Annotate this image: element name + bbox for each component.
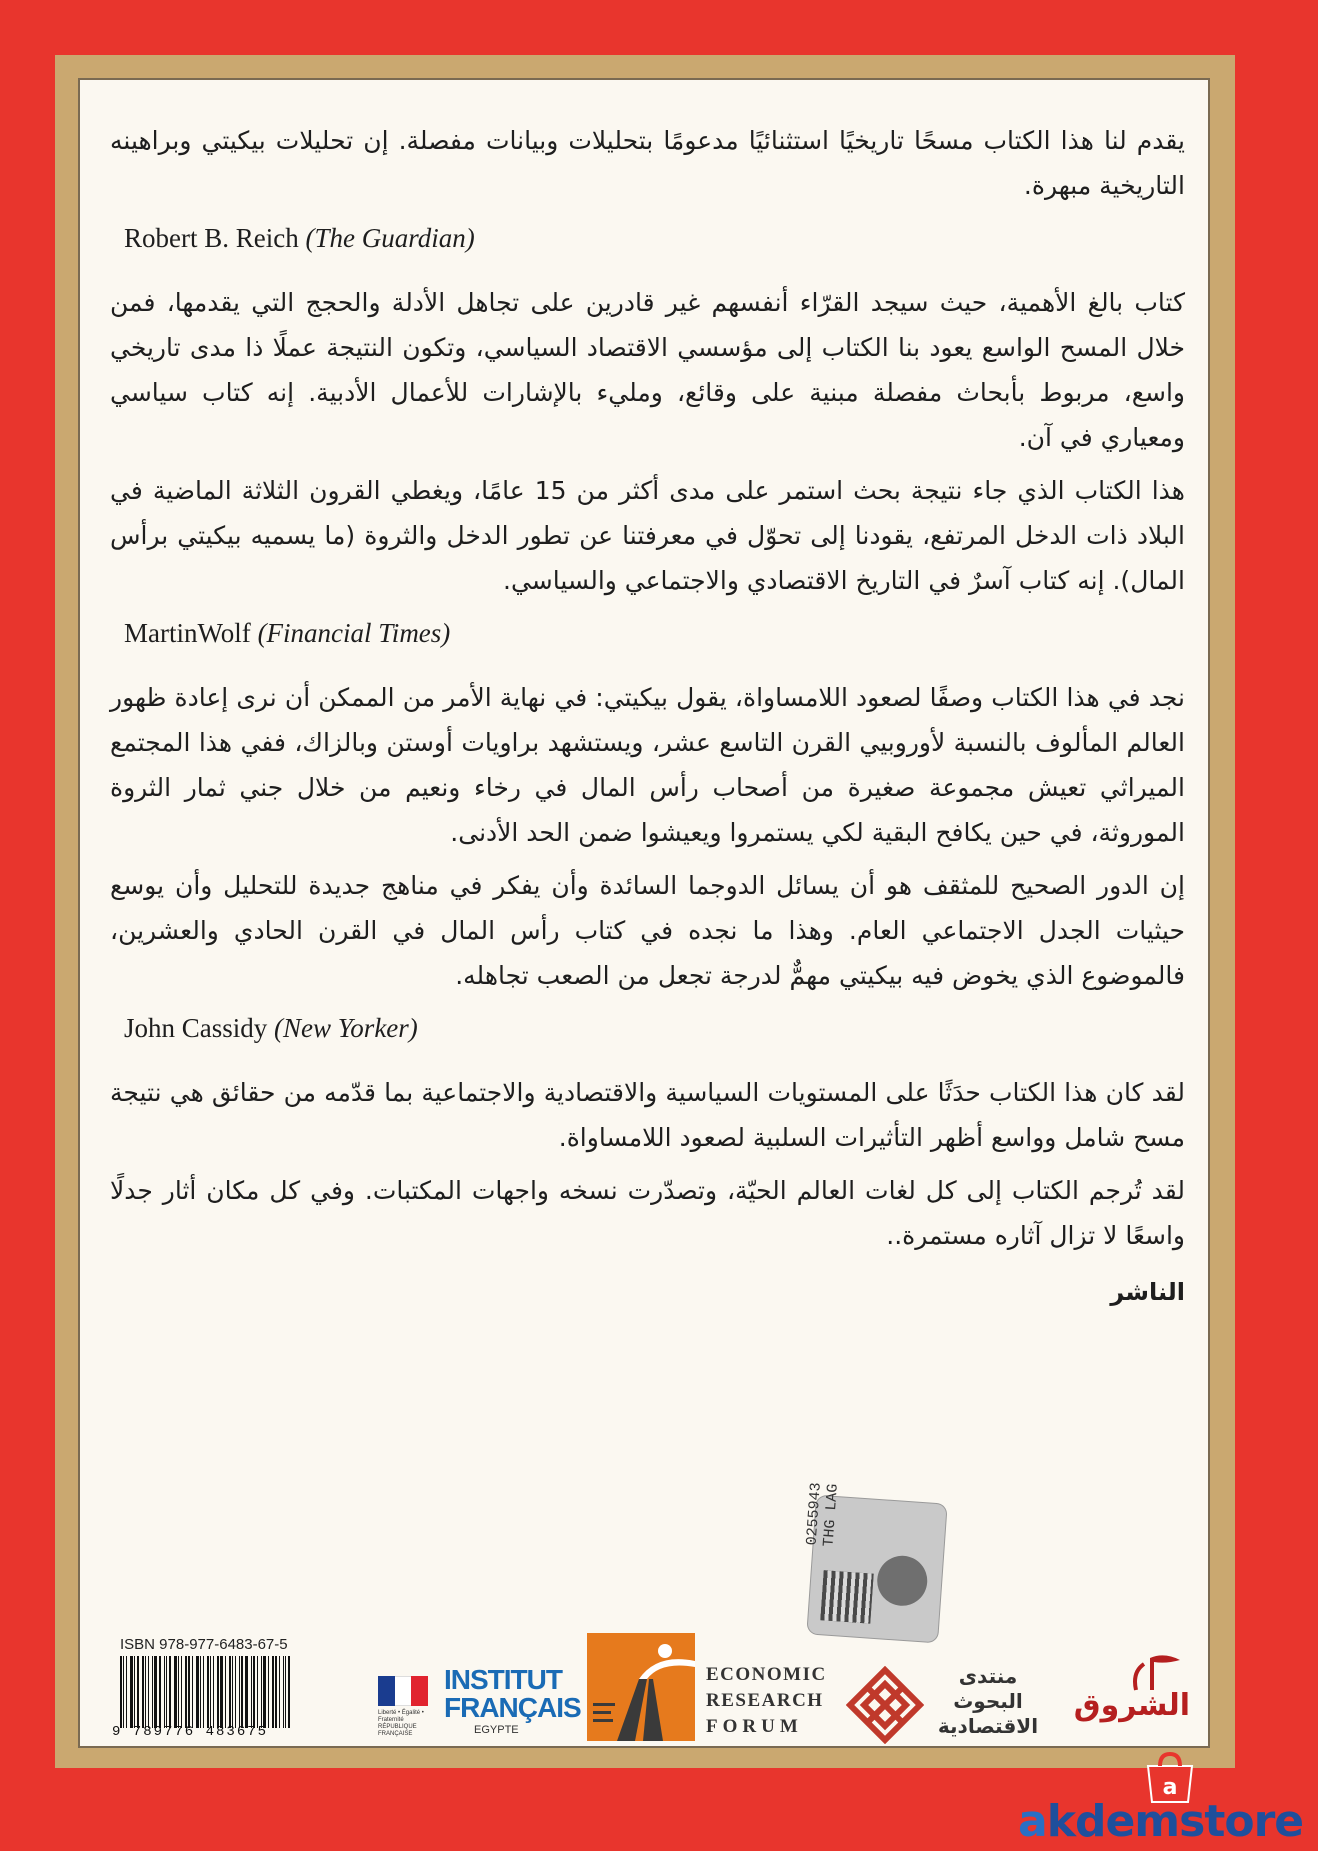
- institut-name: INSTITUT FRANÇAIS: [444, 1664, 581, 1723]
- publisher-text: لقد تُرجم الكتاب إلى كل لغات العالم الحيّة، وتصدّرت نسخه واجهات المكتبات. وفي كل مكان أثار جدلًا واسعًا لا تزال آثاره مستمرة..: [110, 1176, 1185, 1250]
- back-cover-text: [110, 118, 1185, 1306]
- institut-francais-logo: [378, 1666, 583, 1738]
- barcode-bar: [232, 1656, 233, 1728]
- barcode-bar: [261, 1656, 262, 1728]
- barcode-bar: [229, 1656, 231, 1728]
- review-attribution: [124, 1008, 1185, 1048]
- barcode-bar: [120, 1656, 122, 1728]
- barcode-bar: [174, 1656, 177, 1728]
- barcode-bar: [263, 1656, 266, 1728]
- barcode-bar: [268, 1656, 269, 1728]
- isbn-label: ISBN 978-977-6483-67-5: [120, 1636, 288, 1653]
- barcode-bar: [245, 1656, 248, 1728]
- publisher-text: لقد كان هذا الكتاب حدَثًا على المستويات السياسية والاقتصادية والاجتماعية بما قدّمه من حقائق هي نتيجة مسح شامل وواسع أظهر التأثيرات السلبية لصعود اللامساواة.: [110, 1078, 1185, 1152]
- review-text: يقدم لنا هذا الكتاب مسحًا تاريخيًا استثنائيًا مدعومًا بتحليلات وبيانات مفصلة. إن تحليلات بيكيتي وبراهينه التاريخية مبهرة.: [110, 126, 1185, 200]
- barcode-bar: [123, 1656, 124, 1728]
- barcode-bar: [164, 1656, 165, 1728]
- barcode-bar: [137, 1656, 139, 1728]
- barcode-bar: [275, 1656, 277, 1728]
- barcode-bar: [154, 1656, 157, 1728]
- review-source: (New Yorker): [274, 1013, 418, 1043]
- barcode-bar: [169, 1656, 171, 1728]
- barcode-bar: [203, 1656, 204, 1728]
- barcode-bar: [239, 1656, 240, 1728]
- barcode-bar: [192, 1656, 193, 1728]
- orange-road-logo: [587, 1633, 695, 1741]
- barcode-bar: [145, 1656, 146, 1728]
- barcode-bar: [213, 1656, 214, 1728]
- review-text: إن الدور الصحيح للمثقف هو أن يسائل الدوجما السائدة وأن يفكر في مناهج جديدة للتحليل وأن يوسع حيثيات الجدل الاجتماعي العام. وهذا ما نجده في كتاب رأس المال في القرن الحادي والعشرين، فالموضوع الذي يخوض فيه بيكيتي مهمٌّ لدرجة تجعل من الصعب تجاهله.: [110, 871, 1185, 990]
- review-attribution: [124, 613, 1185, 653]
- institut-country: EGYPTE: [474, 1724, 519, 1736]
- review-author: MartinWolf: [124, 618, 251, 648]
- barcode-bar: [241, 1656, 243, 1728]
- barcode-bar: [185, 1656, 187, 1728]
- review-source: (The Guardian): [305, 223, 475, 253]
- barcode-bar: [210, 1656, 211, 1728]
- barcode-bar: [207, 1656, 209, 1728]
- barcode-bar: [251, 1656, 252, 1728]
- barcode-bar: [279, 1656, 280, 1728]
- barcode-bar: [181, 1656, 182, 1728]
- flag-icon: [1110, 1652, 1190, 1692]
- review-text: كتاب بالغ الأهمية، حيث سيجد القرّاء أنفسهم غير قادرين على تجاهل الأدلة والحجج التي يقدمها، فمن خلال المسح الواسع يعود بنا الكتاب إلى مؤسسي الاقتصاد السياسي، وتكون النتيجة عملًا ذا مدى تاريخي واسع، مربوط بأبحاث مفصلة مبنية على وقائع، ومليء بالإشارات للأعمال الأدبية. إنه كتاب سياسي ومعياري في آن.: [110, 288, 1185, 452]
- republic-label: Liberté • Égalité • Fraternité RÉPUBLIQUE FRANÇAISE: [378, 1710, 424, 1737]
- barcode: [120, 1656, 305, 1728]
- barcode-bar: [130, 1656, 133, 1728]
- store-watermark: akdemstore: [1018, 1796, 1304, 1847]
- french-flag-icon: [378, 1676, 428, 1706]
- review-author: Robert B. Reich: [124, 223, 299, 253]
- barcode-bar: [257, 1656, 258, 1728]
- barcode-bar: [159, 1656, 161, 1728]
- barcode-digits: 9 789776 483675: [112, 1724, 269, 1740]
- svg-text:a: a: [1162, 1775, 1178, 1800]
- shorouk-logo: الشروق: [1110, 1652, 1190, 1742]
- hologram-sticker: [803, 1481, 946, 1643]
- review-attribution: [124, 218, 1185, 258]
- barcode-bar: [148, 1656, 149, 1728]
- barcode-bar: [220, 1656, 223, 1728]
- erf-logo-text: ECONOMIC RESEARCH FORUM: [706, 1664, 827, 1737]
- barcode-bar: [288, 1656, 290, 1728]
- barcode-bar: [200, 1656, 201, 1728]
- hologram-code: 0255943 THG LAG: [803, 1481, 842, 1548]
- barcode-bar: [188, 1656, 190, 1728]
- barcode-bar: [285, 1656, 286, 1728]
- barcode-bar: [217, 1656, 219, 1728]
- barcode-bar: [178, 1656, 179, 1728]
- barcode-bar: [272, 1656, 274, 1728]
- barcode-bar: [253, 1656, 255, 1728]
- review-author: John Cassidy: [124, 1013, 268, 1043]
- barcode-bar: [152, 1656, 153, 1728]
- review-text: هذا الكتاب الذي جاء نتيجة بحث استمر على مدى أكثر من 15 عامًا، ويغطي القرون الثلاثة الماضية في البلاد ذات الدخل المرتفع، يقودنا إلى تحوّل في معرفتنا عن تطور الدخل والثروة (ما يسميه بيكيتي برأس المال). إنه كتاب آسرٌ في التاريخ الاقتصادي والاجتماعي والسياسي.: [110, 476, 1185, 595]
- barcode-bar: [283, 1656, 284, 1728]
- review-source: (Financial Times): [257, 618, 451, 648]
- barcode-bar: [196, 1656, 199, 1728]
- publisher-signature: الناشر: [1110, 1278, 1185, 1306]
- hologram-emblem: [876, 1554, 929, 1607]
- qr-code-icon: [820, 1570, 873, 1623]
- barcode-bar: [166, 1656, 167, 1728]
- erf-logo-arabic: منتدى البحوث الاقتصادية: [937, 1664, 1039, 1738]
- barcode-bar: [225, 1656, 226, 1728]
- barcode-bar: [142, 1656, 144, 1728]
- barcode-bar: [126, 1656, 127, 1728]
- barcode-bar: [235, 1656, 236, 1728]
- review-text: نجد في هذا الكتاب وصفًا لصعود اللامساواة، يقول بيكيتي: في نهاية الأمر من الممكن أن نرى إعادة ظهور العالم المألوف بالنسبة لأوروبيي القرن التاسع عشر، ويستشهد براويات أوستن وبالزاك، ففي هذا المجتمع الميراثي تعيش مجموعة صغيرة من أصحاب رأس المال في رخاء ونعيم من خلال جني ثمار الثروة الموروثة، في حين يكافح البقية لكي يستمروا ويعيشوا ضمن الحد الأدنى.: [110, 683, 1185, 847]
- barcode-bar: [134, 1656, 135, 1728]
- erf-emblem-icon: [846, 1666, 924, 1744]
